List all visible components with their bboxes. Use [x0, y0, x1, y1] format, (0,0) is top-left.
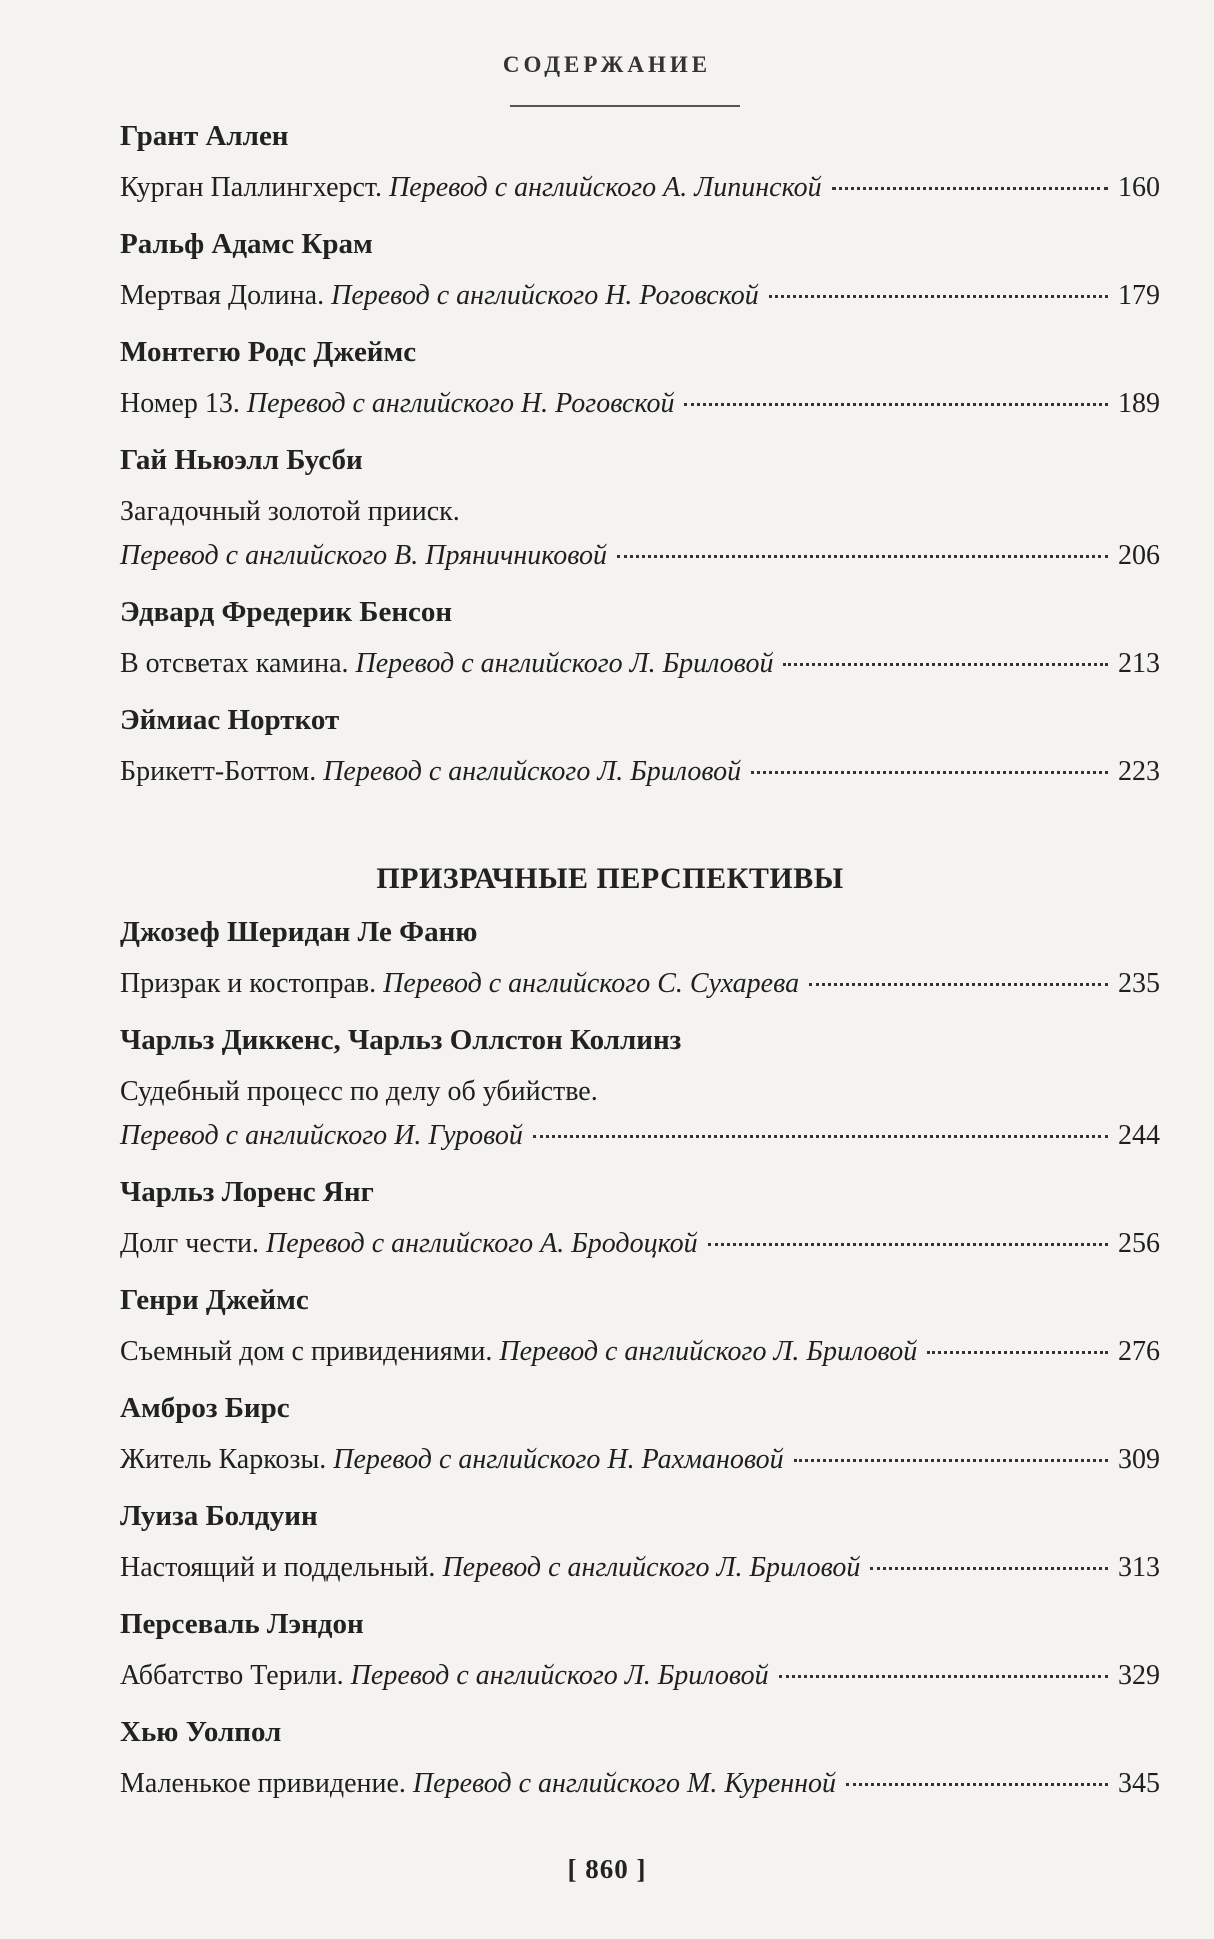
toc-story-title: Долг чести.	[120, 1228, 260, 1259]
toc-entry	[120, 170, 1160, 206]
folio-text: [ 860 ]	[567, 1854, 647, 1884]
toc-entry	[120, 1226, 1160, 1262]
leader-dots	[779, 1675, 1108, 1678]
toc-author: Джозеф Шеридан Ле Фаню	[120, 916, 478, 948]
toc-story-title: В отсветах камина.	[120, 648, 349, 679]
toc-page-number: 276	[1118, 1336, 1160, 1367]
toc-entry	[120, 1766, 1160, 1802]
leader-dots	[809, 983, 1108, 986]
toc-author: Луиза Болдуин	[120, 1500, 318, 1532]
toc-translation: Перевод с английского Н. Роговской	[331, 280, 759, 311]
toc-author: Персеваль Лэндон	[120, 1608, 364, 1640]
leader-dots	[794, 1459, 1108, 1462]
toc-story-title: Житель Каркозы.	[120, 1444, 327, 1475]
toc-story-title: Курган Паллингхерст.	[120, 172, 383, 203]
toc-author: Ральф Адамс Крам	[120, 228, 373, 260]
toc-page-number: 345	[1118, 1768, 1160, 1799]
toc-group-b	[120, 914, 1160, 1802]
toc-page-number: 206	[1118, 540, 1160, 571]
leader-dots	[783, 663, 1108, 666]
toc-author: Монтегю Родс Джеймс	[120, 336, 417, 368]
section-heading: ПРИЗРАЧНЫЕ ПЕРСПЕКТИВЫ	[376, 862, 844, 895]
toc-story-title: Загадочный золотой прииск.	[120, 496, 460, 527]
leader-dots	[846, 1783, 1108, 1786]
toc-translation: Перевод с английского А. Липинской	[389, 172, 822, 203]
leader-dots	[769, 295, 1108, 298]
toc-translation: Перевод с английского Н. Роговской	[246, 388, 675, 419]
toc-story-title: Брикетт-Боттом.	[120, 756, 317, 787]
toc-entry	[120, 966, 1160, 1002]
toc-story-title: Мертвая Долина.	[120, 280, 325, 311]
toc-page-number: 160	[1118, 172, 1160, 203]
toc-page-number: 189	[1118, 388, 1160, 419]
toc-translation: Перевод с английского Л. Бриловой	[355, 648, 774, 679]
toc-entry	[120, 754, 1160, 790]
toc-entry	[120, 386, 1160, 422]
toc-page-number: 179	[1118, 280, 1160, 311]
toc-entry	[120, 1658, 1160, 1694]
toc-page-number: 313	[1118, 1552, 1160, 1583]
toc-story-title: Съемный дом с привидениями.	[120, 1336, 493, 1367]
toc-page-number: 244	[1118, 1120, 1160, 1151]
toc-entry	[120, 1334, 1160, 1370]
toc-author: Чарльз Лоренс Янг	[120, 1176, 374, 1208]
running-head: СОДЕРЖАНИЕ	[502, 52, 712, 77]
toc-author: Генри Джеймс	[120, 1284, 309, 1316]
toc-entry	[120, 1118, 1160, 1154]
toc-author: Чарльз Диккенс, Чарльз Оллстон Коллинз	[120, 1024, 682, 1056]
toc-author: Грант Аллен	[120, 120, 289, 152]
toc-translation: Перевод с английского В. Пряничниковой	[120, 540, 608, 571]
toc-page-number: 309	[1118, 1444, 1160, 1475]
leader-dots	[751, 771, 1108, 774]
toc-translation: Перевод с английского М. Куренной	[412, 1768, 837, 1799]
header-rule	[510, 105, 740, 107]
leader-dots	[832, 187, 1108, 190]
toc-entry	[120, 278, 1160, 314]
toc-translation: Перевод с английского Л. Бриловой	[442, 1552, 861, 1583]
toc-translation: Перевод с английского Л. Бриловой	[323, 756, 742, 787]
toc-page-number: 213	[1118, 648, 1160, 679]
toc-translation: Перевод с английского А. Бродоцкой	[266, 1228, 698, 1259]
toc-translation: Перевод с английского С. Сухарева	[383, 968, 800, 999]
toc-translation: Перевод с английского Л. Бриловой	[350, 1660, 769, 1691]
toc-story-title: Номер 13.	[120, 388, 240, 419]
leader-dots	[708, 1243, 1108, 1246]
toc-entry	[120, 538, 1160, 574]
leader-dots	[927, 1351, 1108, 1354]
toc-group-a	[120, 118, 1160, 790]
toc-translation: Перевод с английского Л. Бриловой	[499, 1336, 918, 1367]
toc-author: Эймиас Норткот	[120, 704, 340, 736]
toc-entry	[120, 1550, 1160, 1586]
toc-story-title: Аббатство Терили.	[120, 1660, 344, 1691]
leader-dots	[870, 1567, 1108, 1570]
toc-page-number: 329	[1118, 1660, 1160, 1691]
toc-author: Гай Ньюэлл Бусби	[120, 444, 363, 476]
toc-author: Эдвард Фредерик Бенсон	[120, 596, 453, 628]
page-number	[0, 1854, 1214, 1885]
table-of-contents	[120, 118, 1160, 1802]
toc-page-number: 256	[1118, 1228, 1160, 1259]
leader-dots	[684, 403, 1108, 406]
toc-page-number: 235	[1118, 968, 1160, 999]
toc-author: Амброз Бирс	[120, 1392, 290, 1424]
leader-dots	[617, 555, 1108, 558]
toc-translation: Перевод с английского Н. Рахмановой	[333, 1444, 784, 1475]
toc-entry	[120, 1442, 1160, 1478]
toc-story-title: Маленькое привидение.	[120, 1768, 406, 1799]
toc-translation: Перевод с английского И. Гуровой	[120, 1120, 523, 1151]
toc-entry	[120, 646, 1160, 682]
toc-story-title: Призрак и костоправ.	[120, 968, 377, 999]
toc-page-number: 223	[1118, 756, 1160, 787]
toc-story-title: Судебный процесс по делу об убийстве.	[120, 1076, 598, 1107]
toc-author: Хью Уолпол	[120, 1716, 282, 1748]
toc-story-title: Настоящий и поддельный.	[120, 1552, 436, 1583]
leader-dots	[533, 1135, 1108, 1138]
